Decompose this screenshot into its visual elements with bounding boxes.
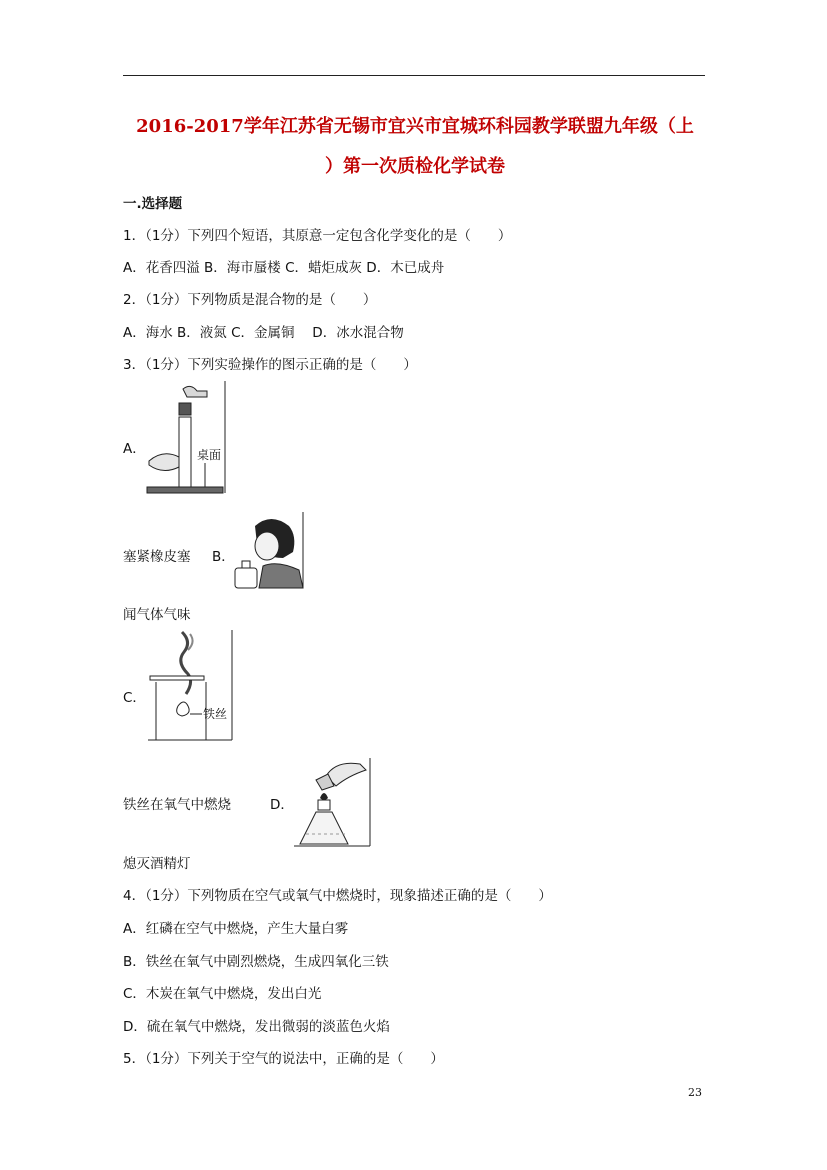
question-1-options: A．花香四溢 B．海市蜃楼 C．蜡炬成灰 D．木已成舟 bbox=[123, 260, 445, 276]
question-5-stem: 5．（1分）下列关于空气的说法中，正确的是（ ） bbox=[123, 1051, 444, 1067]
question-4-option-c: C．木炭在氧气中燃烧，发出白光 bbox=[123, 986, 322, 1002]
iron-wire-combustion-figure bbox=[146, 630, 234, 742]
question-4-stem: 4．（1分）下列物质在空气或氧气中燃烧时，现象描述正确的是（ ） bbox=[123, 888, 552, 904]
option-c-label: C． bbox=[123, 690, 146, 706]
iron-wire-label: 铁丝 bbox=[203, 707, 228, 721]
option-a-caption: 塞紧橡皮塞 bbox=[123, 549, 191, 565]
header-rule bbox=[123, 75, 705, 76]
option-b-caption: 闻气体气味 bbox=[123, 607, 191, 623]
option-b-label: B． bbox=[212, 549, 235, 565]
stopper-tube-figure bbox=[145, 381, 227, 495]
page-title-continued: ）第一次质检化学试卷 bbox=[325, 156, 505, 177]
page-number: 23 bbox=[688, 1086, 702, 1099]
question-4-option-b: B．铁丝在氧气中剧烈燃烧，生成四氧化三铁 bbox=[123, 954, 389, 970]
page-title: 2016-2017学年江苏省无锡市宜兴市宜城环科园教学联盟九年级（上 bbox=[136, 116, 694, 137]
question-1-stem: 1．（1分）下列四个短语，其原意一定包含化学变化的是（ ） bbox=[123, 228, 512, 244]
question-2-options: A．海水 B．液氮 C．金属铜 D．冰水混合物 bbox=[123, 325, 404, 341]
question-4-option-a: A．红磷在空气中燃烧，产生大量白雾 bbox=[123, 921, 349, 937]
question-2-stem: 2．（1分）下列物质是混合物的是（ ） bbox=[123, 292, 377, 308]
option-c-caption: 铁丝在氧气中燃烧 bbox=[123, 797, 231, 813]
option-d-caption: 熄灭酒精灯 bbox=[123, 856, 191, 872]
smell-gas-figure bbox=[233, 512, 305, 590]
question-4-option-d: D．硫在氧气中燃烧，发出微弱的淡蓝色火焰 bbox=[123, 1019, 390, 1035]
option-a-label: A． bbox=[123, 441, 146, 457]
desk-label: 桌面 bbox=[197, 448, 222, 462]
question-3-stem: 3．（1分）下列实验操作的图示正确的是（ ） bbox=[123, 357, 417, 373]
extinguish-lamp-figure bbox=[292, 758, 372, 848]
section-heading: 一.选择题 bbox=[123, 196, 183, 212]
option-d-label: D． bbox=[270, 797, 294, 813]
